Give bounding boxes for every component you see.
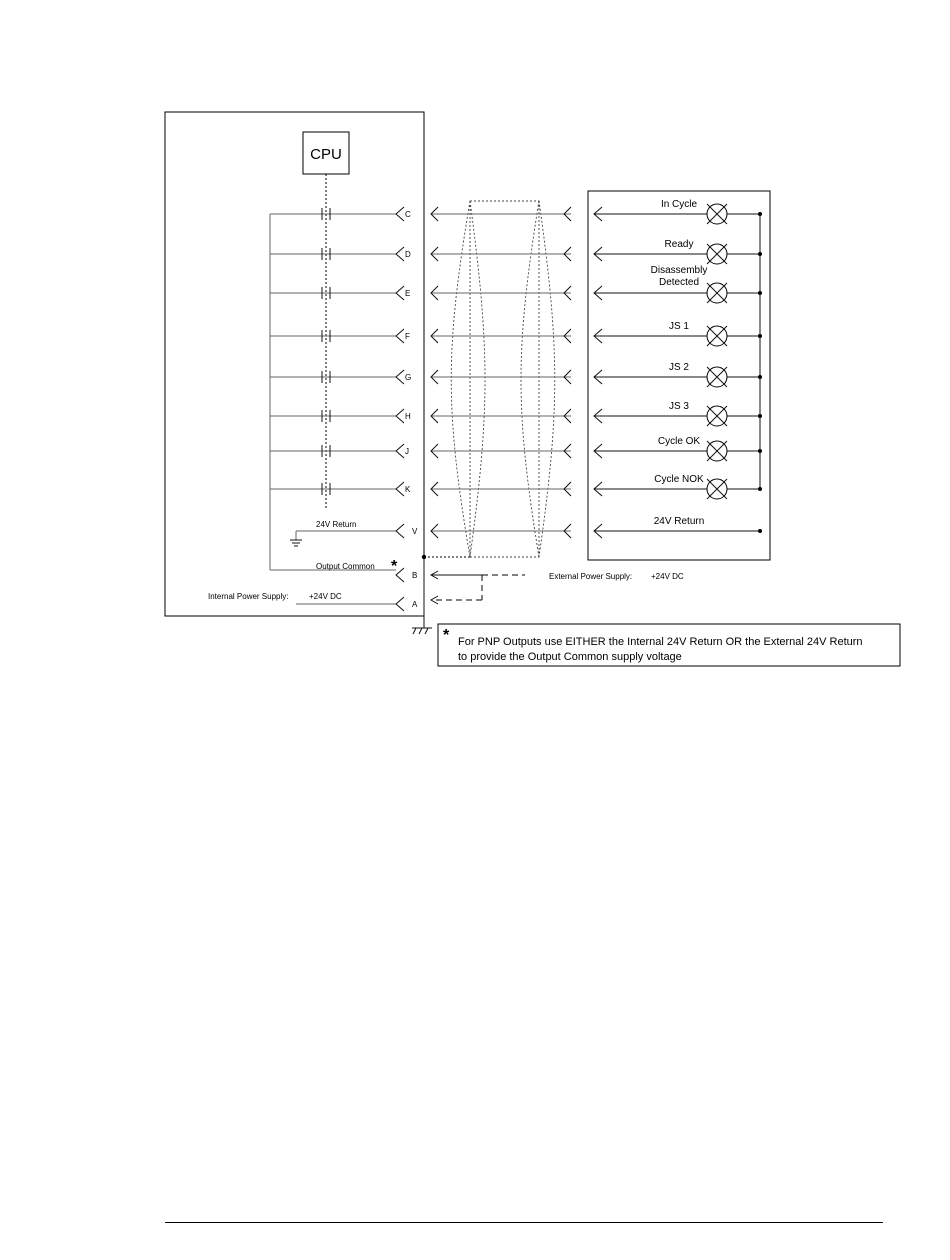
field-return-label: 24V Return <box>653 516 705 527</box>
field-return-row <box>594 516 762 538</box>
cpu-label: CPU <box>310 146 342 163</box>
external-supply-value: +24V DC <box>651 572 684 581</box>
output-common-asterisk: * <box>391 558 398 575</box>
internal-supply-row <box>208 592 418 611</box>
field-junction-dot <box>758 291 762 295</box>
field-output-label: JS 2 <box>668 362 690 373</box>
internal-supply-value: +24V DC <box>309 592 342 601</box>
terminal-letter: J <box>405 447 409 456</box>
field-rows <box>594 199 762 499</box>
note-asterisk: * <box>443 627 450 644</box>
terminal-arrow <box>396 409 404 423</box>
terminal-arrow <box>396 370 404 384</box>
field-output-label: Disassembly Detected <box>650 265 708 288</box>
footer-rule <box>165 1222 883 1223</box>
chassis-ground-icon <box>412 628 432 634</box>
output-common-row <box>316 558 417 582</box>
terminal-arrow <box>396 444 404 458</box>
field-return-dot <box>758 529 762 533</box>
note-line-2: to provide the Output Common supply voltage <box>458 651 682 663</box>
field-output-label: Ready <box>664 239 694 250</box>
output-common-label: Output Common <box>316 562 375 571</box>
terminal-v-arrow <box>396 524 404 538</box>
terminal-letter: F <box>405 332 410 341</box>
terminal-letter: K <box>405 485 411 494</box>
return-label: 24V Return <box>316 520 357 529</box>
terminal-letter: G <box>405 373 412 382</box>
field-junction-dot <box>758 375 762 379</box>
terminal-v-letter: V <box>412 527 418 536</box>
terminal-a-arrow <box>396 597 404 611</box>
field-junction-dot <box>758 414 762 418</box>
field-output-label: JS 3 <box>668 401 690 412</box>
note-line-1: For PNP Outputs use EITHER the Internal 24V Return OR the External 24V Return <box>458 636 863 648</box>
field-junction-dot <box>758 449 762 453</box>
terminal-letter: H <box>405 412 411 421</box>
internal-supply-label: Internal Power Supply: <box>208 592 289 601</box>
channel-rows <box>270 207 411 496</box>
return-row <box>290 520 418 546</box>
terminal-letter: E <box>405 289 411 298</box>
external-supply <box>431 571 684 604</box>
field-junction-dot <box>758 334 762 338</box>
terminal-arrow <box>396 207 404 221</box>
field-output-label: Cycle NOK <box>654 474 704 485</box>
terminal-b-letter: B <box>412 571 418 580</box>
terminal-a-letter: A <box>412 600 418 609</box>
terminal-arrow <box>396 286 404 300</box>
field-output-label: Cycle OK <box>657 436 701 447</box>
terminal-letter: C <box>405 210 411 219</box>
cable-wires <box>431 207 571 538</box>
field-output-label: In Cycle <box>660 199 698 210</box>
terminal-arrow <box>396 247 404 261</box>
field-junction-dot <box>758 252 762 256</box>
external-supply-label: External Power Supply: <box>549 572 633 581</box>
field-junction-dot <box>758 212 762 216</box>
field-junction-dot <box>758 487 762 491</box>
terminal-arrow <box>396 482 404 496</box>
field-output-label: JS 1 <box>668 321 690 332</box>
terminal-arrow <box>396 329 404 343</box>
terminal-letter: D <box>405 250 411 259</box>
